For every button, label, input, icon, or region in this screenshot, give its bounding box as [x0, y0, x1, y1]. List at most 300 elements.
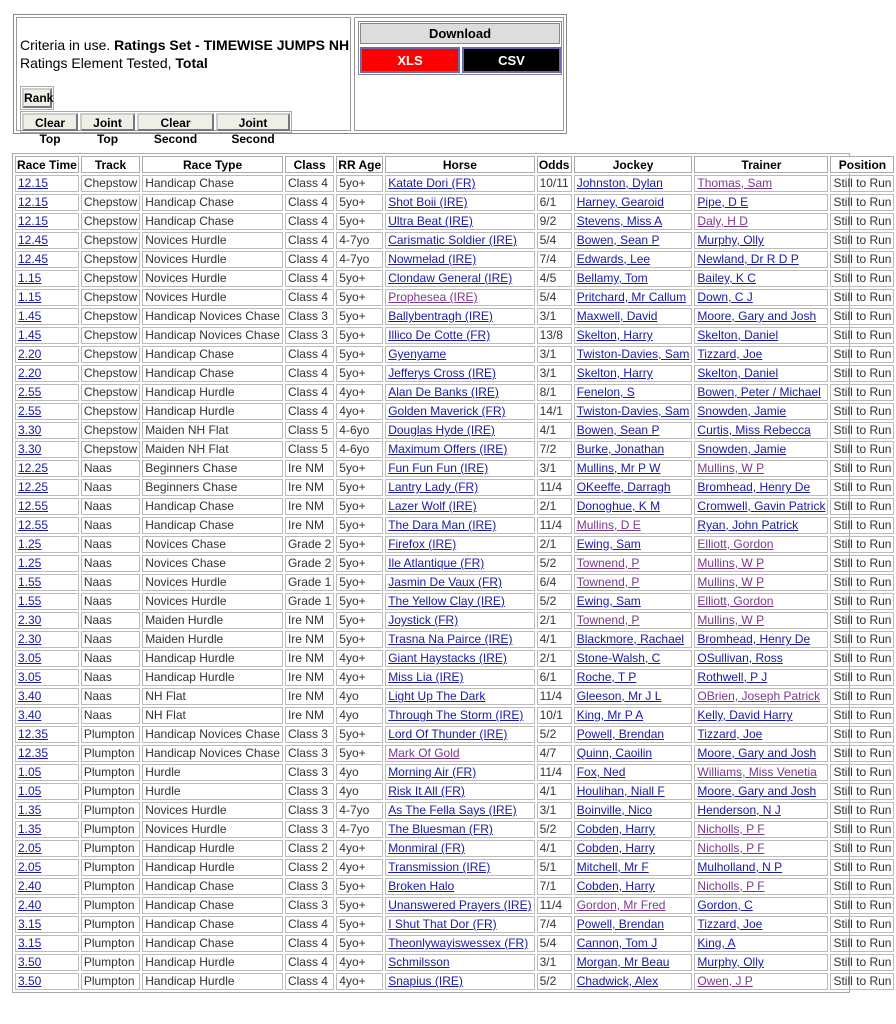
rr-age-cell: 5yo+ — [336, 745, 383, 762]
horse-cell — [385, 859, 534, 876]
jockey-link[interactable]: Roche, T P — [576, 670, 637, 684]
horse-link[interactable]: Trasna Na Pairce (IRE) — [388, 632, 513, 646]
race-type-cell: NH Flat — [142, 707, 283, 724]
track-cell: Chepstow — [81, 422, 140, 439]
jockey-link[interactable]: Donoghue, K M — [576, 499, 661, 513]
csv-download-button[interactable]: CSV — [462, 47, 561, 73]
track-cell: Chepstow — [81, 289, 140, 306]
odds-cell: 4/1 — [537, 631, 572, 648]
jockey-link[interactable]: Houlihan, Niall F — [576, 784, 665, 798]
race-time-link[interactable]: 2.30 — [18, 613, 42, 627]
trainer-link[interactable]: Mullins, W P — [697, 613, 765, 627]
trainer-link[interactable]: Gordon, C — [697, 898, 753, 912]
jockey-link[interactable]: Pritchard, Mr Callum — [576, 290, 687, 304]
class-cell: Class 4 — [285, 289, 334, 306]
header-trainer: Trainer — [694, 156, 828, 173]
class-cell: Ire NM — [285, 650, 334, 667]
trainer-link[interactable]: Moore, Gary and Josh — [697, 746, 817, 760]
race-type-cell: Novices Hurdle — [142, 251, 283, 268]
race-time-link[interactable]: 2.05 — [18, 841, 42, 855]
rr-age-cell: 5yo+ — [336, 365, 383, 382]
race-type-cell: Maiden NH Flat — [142, 422, 283, 439]
jockey-link[interactable]: Twiston-Davies, Sam — [576, 404, 690, 418]
race-type-cell: Novices Chase — [142, 555, 283, 572]
horse-link[interactable]: Firefox (IRE) — [388, 537, 457, 551]
jockey-link[interactable]: Boinville, Nico — [576, 803, 653, 817]
jockey-cell — [574, 726, 693, 743]
trainer-link[interactable]: Tizzard, Joe — [697, 727, 763, 741]
jockey-cell — [574, 745, 693, 762]
horse-cell — [385, 631, 534, 648]
horse-link[interactable]: I Shut That Dor (FR) — [388, 917, 497, 931]
trainer-link[interactable]: Down, C J — [697, 290, 753, 304]
rr-age-cell: 4yo — [336, 764, 383, 781]
horse-link[interactable]: Illico De Cotte (FR) — [388, 328, 491, 342]
race-time-link[interactable]: 12.55 — [18, 518, 49, 532]
race-time-link[interactable]: 12.55 — [18, 499, 49, 513]
trainer-link[interactable]: Skelton, Daniel — [697, 328, 779, 342]
race-time-link[interactable]: 12.25 — [18, 461, 49, 475]
rr-age-cell: 5yo+ — [336, 289, 383, 306]
race-time-link[interactable]: 1.45 — [18, 328, 42, 342]
jockey-link[interactable]: Gleeson, Mr J L — [576, 689, 662, 703]
horse-cell — [385, 175, 534, 192]
odds-cell: 4/7 — [537, 745, 572, 762]
jockey-link[interactable]: Mullins, Mr P W — [576, 461, 661, 475]
table-row — [15, 783, 894, 800]
trainer-link[interactable]: Tizzard, Joe — [697, 347, 763, 361]
jockey-link[interactable]: Mullins, D E — [576, 518, 641, 532]
horse-link[interactable]: Mark Of Gold — [388, 746, 460, 760]
race-type-cell: Novices Hurdle — [142, 802, 283, 819]
trainer-link[interactable]: OSullivan, Ross — [697, 651, 783, 665]
clear-second-button[interactable]: Clear Second — [137, 113, 214, 131]
trainer-cell — [694, 251, 828, 268]
horse-link[interactable]: Katate Dori (FR) — [388, 176, 476, 190]
trainer-link[interactable]: Mullins, W P — [697, 575, 765, 589]
race-time-cell — [15, 688, 79, 705]
jockey-link[interactable]: Stevens, Miss A — [576, 214, 663, 228]
race-time-link[interactable]: 3.30 — [18, 442, 42, 456]
odds-cell: 3/1 — [537, 308, 572, 325]
jockey-link[interactable]: Skelton, Harry — [576, 328, 653, 342]
jockey-link[interactable]: Mitchell, Mr F — [576, 860, 649, 874]
race-time-link[interactable]: 2.20 — [18, 366, 42, 380]
horse-link[interactable]: Theonlywayiswessex (FR) — [388, 936, 529, 950]
jockey-link[interactable]: Quinn, Caoilin — [576, 746, 653, 760]
race-time-link[interactable]: 3.05 — [18, 670, 42, 684]
trainer-link[interactable]: Williams, Miss Venetia — [697, 765, 817, 779]
horse-cell — [385, 308, 534, 325]
race-time-link[interactable]: 1.05 — [18, 765, 42, 779]
horse-link[interactable]: Douglas Hyde (IRE) — [388, 423, 495, 437]
race-time-link[interactable]: 3.50 — [18, 974, 42, 988]
odds-cell: 5/2 — [537, 593, 572, 610]
horse-link[interactable]: Lazer Wolf (IRE) — [388, 499, 477, 513]
race-time-cell — [15, 346, 79, 363]
position-cell: Still to Run — [830, 840, 894, 857]
jockey-link[interactable]: Powell, Brendan — [576, 727, 665, 741]
jockey-cell — [574, 213, 693, 230]
race-time-link[interactable]: 2.40 — [18, 879, 42, 893]
trainer-link[interactable]: Nicholls, P F — [697, 879, 765, 893]
jockey-link[interactable]: Morgan, Mr Beau — [576, 955, 670, 969]
horse-link[interactable]: Joystick (FR) — [388, 613, 459, 627]
table-row — [15, 916, 894, 933]
race-time-cell — [15, 479, 79, 496]
race-time-link[interactable]: 3.30 — [18, 423, 42, 437]
jockey-link[interactable]: Fox, Ned — [576, 765, 626, 779]
horse-link[interactable]: As The Fella Says (IRE) — [388, 803, 517, 817]
jockey-link[interactable]: Cobden, Harry — [576, 822, 655, 836]
position-cell: Still to Run — [830, 707, 894, 724]
jockey-link[interactable]: King, Mr P A — [576, 708, 644, 722]
horse-link[interactable]: Nowmelad (IRE) — [388, 252, 477, 266]
jockey-cell — [574, 422, 693, 439]
race-time-link[interactable]: 2.05 — [18, 860, 42, 874]
position-cell: Still to Run — [830, 821, 894, 838]
race-type-cell: Novices Hurdle — [142, 574, 283, 591]
odds-cell: 11/4 — [537, 897, 572, 914]
jockey-link[interactable]: Bowen, Sean P — [576, 233, 660, 247]
race-time-link[interactable]: 1.45 — [18, 309, 42, 323]
position-cell: Still to Run — [830, 498, 894, 515]
track-cell: Naas — [81, 498, 140, 515]
trainer-link[interactable]: Elliott, Gordon — [697, 537, 774, 551]
jockey-link[interactable]: Gordon, Mr Fred — [576, 898, 666, 912]
race-type-cell: Handicap Hurdle — [142, 859, 283, 876]
race-time-link[interactable]: 1.55 — [18, 594, 42, 608]
jockey-link[interactable]: Maxwell, David — [576, 309, 658, 323]
jockey-link[interactable]: Ewing, Sam — [576, 537, 641, 551]
race-time-link[interactable]: 3.40 — [18, 689, 42, 703]
race-time-link[interactable]: 3.50 — [18, 955, 42, 969]
track-cell: Plumpton — [81, 954, 140, 971]
trainer-link[interactable]: OBrien, Joseph Patrick — [697, 689, 821, 703]
race-time-link[interactable]: 1.25 — [18, 556, 42, 570]
position-cell: Still to Run — [830, 175, 894, 192]
horse-link[interactable]: Broken Halo — [388, 879, 455, 893]
joint-second-button[interactable]: Joint Second — [216, 113, 290, 131]
class-cell: Class 3 — [285, 802, 334, 819]
horse-cell — [385, 954, 534, 971]
odds-cell: 5/1 — [537, 859, 572, 876]
horse-link[interactable]: Through The Storm (IRE) — [388, 708, 524, 722]
jockey-link[interactable]: Ewing, Sam — [576, 594, 641, 608]
horse-link[interactable]: Gyenyame — [388, 347, 447, 361]
table-row — [15, 479, 894, 496]
horse-link[interactable]: Snapius (IRE) — [388, 974, 463, 988]
xls-download-button[interactable]: XLS — [360, 47, 460, 73]
trainer-link[interactable]: Skelton, Daniel — [697, 366, 779, 380]
race-time-link[interactable]: 3.40 — [18, 708, 42, 722]
horse-link[interactable]: Ballybentragh (IRE) — [388, 309, 493, 323]
table-row — [15, 403, 894, 420]
criteria-info — [16, 17, 351, 146]
horse-link[interactable]: Maximum Offers (IRE) — [388, 442, 508, 456]
table-row — [15, 232, 894, 249]
class-cell: Class 4 — [285, 403, 334, 420]
race-time-link[interactable]: 12.35 — [18, 727, 49, 741]
position-cell: Still to Run — [830, 232, 894, 249]
rr-age-cell: 5yo+ — [336, 213, 383, 230]
rr-age-cell: 5yo+ — [336, 517, 383, 534]
position-cell: Still to Run — [830, 973, 894, 990]
class-cell: Class 4 — [285, 232, 334, 249]
horse-link[interactable]: Ultra Beat (IRE) — [388, 214, 473, 228]
race-time-link[interactable]: 1.55 — [18, 575, 42, 589]
odds-cell: 4/1 — [537, 840, 572, 857]
criteria-prefix: Criteria in use. — [20, 37, 115, 53]
horse-link[interactable]: Shot Boii (IRE) — [388, 195, 468, 209]
trainer-link[interactable]: Snowden, Jamie — [697, 442, 787, 456]
race-time-link[interactable]: 12.15 — [18, 176, 49, 190]
race-type-cell: Handicap Hurdle — [142, 384, 283, 401]
horse-cell — [385, 327, 534, 344]
rr-age-cell: 4yo — [336, 688, 383, 705]
jockey-link[interactable]: Skelton, Harry — [576, 366, 653, 380]
jockey-link[interactable]: Cannon, Tom J — [576, 936, 658, 950]
trainer-link[interactable]: Mulholland, N P — [697, 860, 783, 874]
horse-link[interactable]: Miss Lia (IRE) — [388, 670, 464, 684]
race-time-link[interactable]: 12.45 — [18, 252, 49, 266]
trainer-link[interactable]: Moore, Gary and Josh — [697, 309, 817, 323]
table-row — [15, 365, 894, 382]
trainer-link[interactable]: Mullins, W P — [697, 556, 765, 570]
race-type-cell: Novices Hurdle — [142, 593, 283, 610]
jockey-cell — [574, 346, 693, 363]
race-time-cell — [15, 954, 79, 971]
trainer-link[interactable]: Newland, Dr R D P — [697, 252, 799, 266]
trainer-link[interactable]: Murphy, Olly — [697, 233, 764, 247]
trainer-link[interactable]: Henderson, N J — [697, 803, 781, 817]
horse-cell — [385, 460, 534, 477]
trainer-link[interactable]: Mullins, W P — [697, 461, 765, 475]
horse-link[interactable]: Lord Of Thunder (IRE) — [388, 727, 508, 741]
rr-age-cell: 5yo+ — [336, 194, 383, 211]
race-time-cell — [15, 973, 79, 990]
trainer-link[interactable]: Moore, Gary and Josh — [697, 784, 817, 798]
jockey-link[interactable]: Edwards, Lee — [576, 252, 651, 266]
odds-cell: 7/1 — [537, 878, 572, 895]
position-cell: Still to Run — [830, 916, 894, 933]
trainer-link[interactable]: King, A — [697, 936, 736, 950]
jockey-cell — [574, 441, 693, 458]
trainer-link[interactable]: Bailey, K C — [697, 271, 756, 285]
race-time-link[interactable]: 12.45 — [18, 233, 49, 247]
race-time-link[interactable]: 1.25 — [18, 537, 42, 551]
trainer-link[interactable]: Ryan, John Patrick — [697, 518, 799, 532]
race-time-cell — [15, 498, 79, 515]
trainer-link[interactable]: Nicholls, P F — [697, 841, 765, 855]
class-cell: Class 4 — [285, 251, 334, 268]
horse-link[interactable]: Transmission (IRE) — [388, 860, 491, 874]
horse-cell — [385, 897, 534, 914]
jockey-link[interactable]: Townend, P — [576, 556, 640, 570]
race-time-link[interactable]: 3.05 — [18, 651, 42, 665]
odds-cell: 5/4 — [537, 289, 572, 306]
class-cell: Ire NM — [285, 517, 334, 534]
rr-age-cell: 4yo — [336, 707, 383, 724]
race-time-cell — [15, 840, 79, 857]
trainer-cell — [694, 175, 828, 192]
horse-link[interactable]: Unanswered Prayers (IRE) — [388, 898, 532, 912]
trainer-link[interactable]: Pipe, D E — [697, 195, 749, 209]
race-time-link[interactable]: 12.25 — [18, 480, 49, 494]
trainer-link[interactable]: Bromhead, Henry De — [697, 632, 811, 646]
horse-link[interactable]: The Yellow Clay (IRE) — [388, 594, 505, 608]
class-cell: Class 2 — [285, 859, 334, 876]
class-cell: Grade 1 — [285, 593, 334, 610]
trainer-link[interactable]: Snowden, Jamie — [697, 404, 787, 418]
horse-link[interactable]: Schmilsson — [388, 955, 450, 969]
table-row — [15, 289, 894, 306]
trainer-link[interactable]: Owen, J P — [697, 974, 753, 988]
horse-link[interactable]: Lantry Lady (FR) — [388, 480, 479, 494]
race-time-link[interactable]: 2.40 — [18, 898, 42, 912]
position-cell: Still to Run — [830, 726, 894, 743]
horse-link[interactable]: Light Up The Dark — [388, 689, 486, 703]
race-time-link[interactable]: 3.15 — [18, 936, 42, 950]
horse-link[interactable]: Jasmin De Vaux (FR) — [388, 575, 502, 589]
filter-buttons — [20, 111, 292, 146]
table-row — [15, 422, 894, 439]
trainer-cell — [694, 745, 828, 762]
class-cell: Ire NM — [285, 669, 334, 686]
trainer-link[interactable]: Kelly, David Harry — [697, 708, 793, 722]
rank-button[interactable]: Rank — [22, 88, 52, 108]
header-race-type: Race Type — [142, 156, 283, 173]
race-type-cell: Hurdle — [142, 783, 283, 800]
race-time-link[interactable]: 1.15 — [18, 290, 42, 304]
horse-cell — [385, 270, 534, 287]
jockey-link[interactable]: Chadwick, Alex — [576, 974, 659, 988]
trainer-link[interactable]: Tizzard, Joe — [697, 917, 763, 931]
trainer-link[interactable]: Nicholls, P F — [697, 822, 765, 836]
horse-cell — [385, 726, 534, 743]
horse-cell — [385, 821, 534, 838]
race-time-link[interactable]: 12.15 — [18, 195, 49, 209]
trainer-link[interactable]: Bowen, Peter / Michael — [697, 385, 821, 399]
horse-link[interactable]: Carismatic Soldier (IRE) — [388, 233, 517, 247]
horse-link[interactable]: Ile Atlantique (FR) — [388, 556, 485, 570]
table-row — [15, 536, 894, 553]
horse-link[interactable]: The Bluesman (FR) — [388, 822, 493, 836]
horse-link[interactable]: Morning Air (FR) — [388, 765, 477, 779]
jockey-link[interactable]: Johnston, Dylan — [576, 176, 663, 190]
odds-cell: 11/4 — [537, 764, 572, 781]
jockey-link[interactable]: Bellamy, Tom — [576, 271, 648, 285]
track-cell: Plumpton — [81, 916, 140, 933]
class-cell: Class 4 — [285, 935, 334, 952]
horse-link[interactable]: Jefferys Cross (IRE) — [388, 366, 496, 380]
race-time-link[interactable]: 3.15 — [18, 917, 42, 931]
horse-link[interactable]: Clondaw General (IRE) — [388, 271, 513, 285]
horse-link[interactable]: Risk It All (FR) — [388, 784, 465, 798]
jockey-link[interactable]: Stone-Walsh, C — [576, 651, 661, 665]
race-time-link[interactable]: 2.55 — [18, 385, 42, 399]
race-time-link[interactable]: 2.55 — [18, 404, 42, 418]
jockey-cell — [574, 973, 693, 990]
jockey-link[interactable]: Harney, Gearoid — [576, 195, 664, 209]
jockey-link[interactable]: Bowen, Sean P — [576, 423, 660, 437]
trainer-link[interactable]: Rothwell, P J — [697, 670, 768, 684]
horse-link[interactable]: The Dara Man (IRE) — [388, 518, 497, 532]
position-cell: Still to Run — [830, 460, 894, 477]
position-cell: Still to Run — [830, 270, 894, 287]
class-cell: Class 5 — [285, 422, 334, 439]
horse-link[interactable]: Alan De Banks (IRE) — [388, 385, 499, 399]
horse-link[interactable]: Golden Maverick (FR) — [388, 404, 506, 418]
position-cell: Still to Run — [830, 764, 894, 781]
race-time-link[interactable]: 1.05 — [18, 784, 42, 798]
race-time-link[interactable]: 1.35 — [18, 803, 42, 817]
position-cell: Still to Run — [830, 802, 894, 819]
race-time-link[interactable]: 12.35 — [18, 746, 49, 760]
horse-link[interactable]: Monmiral (FR) — [388, 841, 465, 855]
trainer-cell — [694, 726, 828, 743]
trainer-cell — [694, 688, 828, 705]
jockey-link[interactable]: Cobden, Harry — [576, 841, 655, 855]
table-row — [15, 935, 894, 952]
joint-top-button[interactable]: Joint Top — [80, 113, 135, 131]
header-horse: Horse — [385, 156, 534, 173]
race-time-cell — [15, 555, 79, 572]
jockey-link[interactable]: Townend, P — [576, 575, 640, 589]
trainer-link[interactable]: Elliott, Gordon — [697, 594, 774, 608]
track-cell: Chepstow — [81, 365, 140, 382]
race-type-cell: Handicap Novices Chase — [142, 327, 283, 344]
race-time-cell — [15, 707, 79, 724]
race-time-cell — [15, 726, 79, 743]
jockey-link[interactable]: Blackmore, Rachael — [576, 632, 685, 646]
race-time-link[interactable]: 1.15 — [18, 271, 42, 285]
jockey-link[interactable]: Twiston-Davies, Sam — [576, 347, 690, 361]
table-row — [15, 612, 894, 629]
race-time-link[interactable]: 2.30 — [18, 632, 42, 646]
rr-age-cell: 5yo+ — [336, 536, 383, 553]
class-cell: Class 3 — [285, 308, 334, 325]
jockey-link[interactable]: Townend, P — [576, 613, 640, 627]
race-time-link[interactable]: 2.20 — [18, 347, 42, 361]
odds-cell: 7/4 — [537, 251, 572, 268]
race-type-cell: Novices Hurdle — [142, 232, 283, 249]
trainer-link[interactable]: Murphy, Olly — [697, 955, 764, 969]
jockey-link[interactable]: Cobden, Harry — [576, 879, 655, 893]
race-time-link[interactable]: 1.35 — [18, 822, 42, 836]
race-time-link[interactable]: 12.15 — [18, 214, 49, 228]
race-type-cell: Novices Hurdle — [142, 821, 283, 838]
jockey-link[interactable]: Burke, Jonathan — [576, 442, 665, 456]
horse-link[interactable]: Prophesea (IRE) — [388, 290, 478, 304]
race-type-cell: NH Flat — [142, 688, 283, 705]
horse-cell — [385, 498, 534, 515]
jockey-link[interactable]: Fenelon, S — [576, 385, 635, 399]
race-type-cell: Maiden NH Flat — [142, 441, 283, 458]
trainer-link[interactable]: Thomas, Sam — [697, 176, 773, 190]
horse-link[interactable]: Giant Haystacks (IRE) — [388, 651, 507, 665]
table-row — [15, 669, 894, 686]
trainer-link[interactable]: Curtis, Miss Rebecca — [697, 423, 811, 437]
track-cell: Naas — [81, 631, 140, 648]
trainer-link[interactable]: Cromwell, Gavin Patrick — [697, 499, 826, 513]
jockey-link[interactable]: Powell, Brendan — [576, 917, 665, 931]
clear-top-button[interactable]: Clear Top — [22, 113, 78, 131]
trainer-link[interactable]: Daly, H D — [697, 214, 748, 228]
jockey-link[interactable]: OKeeffe, Darragh — [576, 480, 671, 494]
trainer-link[interactable]: Bromhead, Henry De — [697, 480, 811, 494]
horse-link[interactable]: Fun Fun Fun (IRE) — [388, 461, 489, 475]
